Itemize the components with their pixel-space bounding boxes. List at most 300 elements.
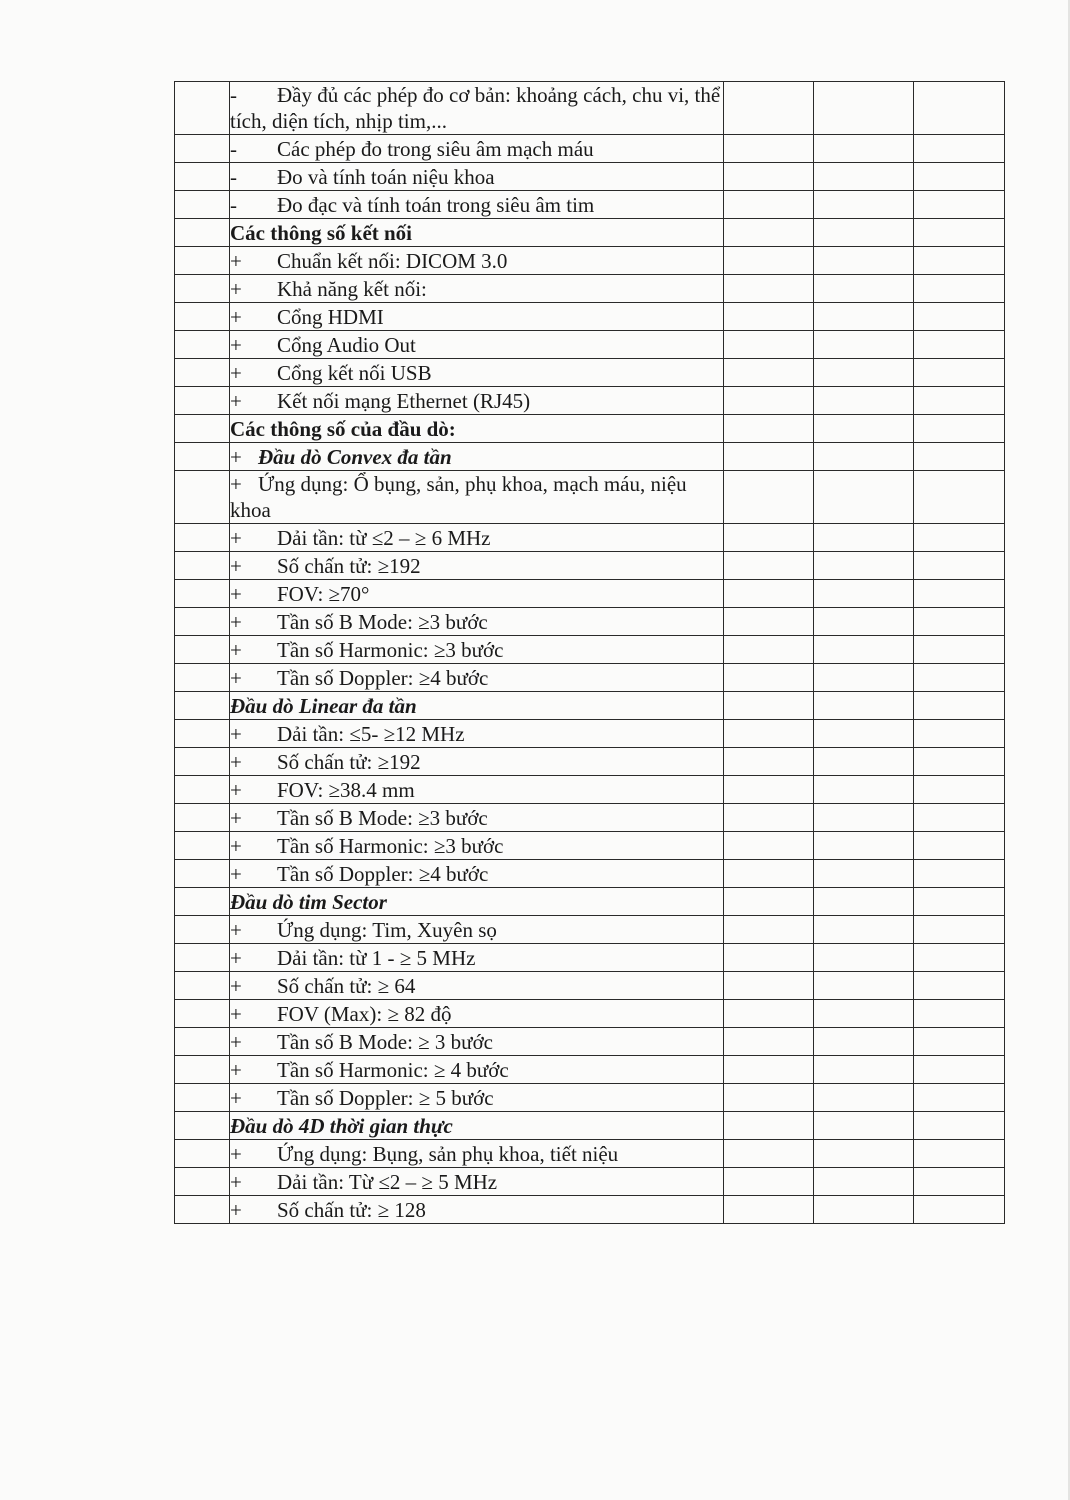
compliance-cell: [814, 860, 914, 888]
response-cell: [724, 1112, 814, 1140]
table-row: [175, 1168, 1005, 1196]
plus-bullet: +: [230, 665, 242, 690]
plus-bullet: +: [230, 777, 242, 802]
response-cell: [724, 860, 814, 888]
spec-content-cell: [230, 664, 724, 692]
spec-item-text: FOV (Max): ≥ 82 độ: [277, 1001, 452, 1026]
response-cell: [724, 135, 814, 163]
note-cell: [914, 1028, 1005, 1056]
response-cell: [724, 303, 814, 331]
response-cell: [724, 944, 814, 972]
spec-item-text: Đo đạc và tính toán trong siêu âm tim: [277, 192, 595, 217]
compliance-cell: [814, 720, 914, 748]
spec-content-cell: [230, 608, 724, 636]
spec-item-text: Tần số B Mode: ≥3 bước: [277, 805, 488, 830]
spec-content-cell: [230, 1112, 724, 1140]
spec-content-cell: [230, 720, 724, 748]
table-row: [175, 552, 1005, 580]
table-row: [175, 1000, 1005, 1028]
stt-cell: [175, 275, 230, 303]
note-cell: [914, 888, 1005, 916]
spec-item-text: Đầy đủ các phép đo cơ bản: khoảng cách, chu vi, thể tích, diện tích, nhịp tim,...: [230, 83, 721, 133]
stt-cell: [175, 331, 230, 359]
spec-content-cell: [230, 191, 724, 219]
plus-bullet: +: [230, 553, 242, 578]
compliance-cell: [814, 82, 914, 135]
note-cell: [914, 387, 1005, 415]
section-heading: Các thông số kết nối: [230, 220, 413, 245]
spec-content-cell: [230, 247, 724, 275]
table-row: [175, 247, 1005, 275]
spec-content-cell: [230, 580, 724, 608]
note-cell: [914, 82, 1005, 135]
plus-bullet: +: [230, 1197, 242, 1222]
stt-cell: [175, 219, 230, 247]
spec-item-text: Khả năng kết nối:: [277, 276, 427, 301]
plus-bullet: +: [230, 304, 242, 329]
spec-content-cell: [230, 748, 724, 776]
table-row: [175, 331, 1005, 359]
probe-subheading: Đầu dò Linear đa tần: [230, 693, 417, 718]
spec-content-cell: [230, 692, 724, 720]
spec-content-cell: [230, 860, 724, 888]
probe-subheading: Đầu dò Convex đa tần: [258, 444, 452, 469]
stt-cell: [175, 1000, 230, 1028]
spec-content-cell: [230, 219, 724, 247]
spec-content-cell: [230, 552, 724, 580]
stt-cell: [175, 415, 230, 443]
spec-item-text: Tần số B Mode: ≥3 bước: [277, 609, 488, 634]
compliance-cell: [814, 1000, 914, 1028]
spec-content-cell: [230, 776, 724, 804]
response-cell: [724, 471, 814, 524]
table-row: [175, 1084, 1005, 1112]
note-cell: [914, 776, 1005, 804]
table-row: [175, 608, 1005, 636]
table-row: [175, 163, 1005, 191]
response-cell: [724, 972, 814, 1000]
stt-cell: [175, 720, 230, 748]
plus-bullet: +: [230, 973, 242, 998]
response-cell: [724, 331, 814, 359]
response-cell: [724, 804, 814, 832]
response-cell: [724, 776, 814, 804]
spec-item-text: Cổng HDMI: [277, 304, 384, 329]
spec-item-text: Cổng kết nối USB: [277, 360, 432, 385]
plus-bullet: +: [230, 805, 242, 830]
note-cell: [914, 135, 1005, 163]
spec-item-text: Số chấn tử: ≥192: [277, 553, 421, 578]
compliance-cell: [814, 748, 914, 776]
spec-item-text: FOV: ≥38.4 mm: [277, 777, 415, 802]
note-cell: [914, 916, 1005, 944]
spec-content-cell: [230, 1084, 724, 1112]
response-cell: [724, 247, 814, 275]
table-row: [175, 860, 1005, 888]
stt-cell: [175, 916, 230, 944]
response-cell: [724, 1196, 814, 1224]
spec-item-text: Dải tần: từ ≤2 – ≥ 6 MHz: [277, 525, 491, 550]
note-cell: [914, 1112, 1005, 1140]
compliance-cell: [814, 303, 914, 331]
compliance-cell: [814, 443, 914, 471]
spec-content-cell: [230, 303, 724, 331]
note-cell: [914, 191, 1005, 219]
plus-bullet: +: [230, 1141, 242, 1166]
response-cell: [724, 219, 814, 247]
stt-cell: [175, 636, 230, 664]
compliance-cell: [814, 888, 914, 916]
spec-content-cell: [230, 1168, 724, 1196]
plus-bullet: +: [230, 444, 242, 469]
compliance-cell: [814, 832, 914, 860]
note-cell: [914, 972, 1005, 1000]
spec-content-cell: [230, 387, 724, 415]
response-cell: [724, 82, 814, 135]
compliance-cell: [814, 275, 914, 303]
table-row: [175, 524, 1005, 552]
dash-bullet: -: [230, 83, 237, 107]
stt-cell: [175, 1140, 230, 1168]
compliance-cell: [814, 191, 914, 219]
note-cell: [914, 804, 1005, 832]
plus-bullet: +: [230, 917, 242, 942]
plus-bullet: +: [230, 637, 242, 662]
table-row: [175, 82, 1005, 135]
spec-item-text: Các phép đo trong siêu âm mạch máu: [277, 136, 594, 161]
note-cell: [914, 524, 1005, 552]
note-cell: [914, 552, 1005, 580]
response-cell: [724, 1168, 814, 1196]
table-row: [175, 191, 1005, 219]
spec-content-cell: [230, 163, 724, 191]
compliance-cell: [814, 944, 914, 972]
plus-bullet: +: [230, 721, 242, 746]
table-row: [175, 135, 1005, 163]
spec-item-text: Số chấn tử: ≥192: [277, 749, 421, 774]
compliance-cell: [814, 552, 914, 580]
compliance-cell: [814, 1112, 914, 1140]
table-row: [175, 1056, 1005, 1084]
plus-bullet: +: [230, 388, 242, 413]
note-cell: [914, 415, 1005, 443]
plus-bullet: +: [230, 581, 242, 606]
table-row: [175, 944, 1005, 972]
response-cell: [724, 916, 814, 944]
probe-subheading: Đầu dò 4D thời gian thực: [230, 1113, 453, 1138]
spec-content-cell: [230, 636, 724, 664]
table-row: [175, 219, 1005, 247]
spec-item-text: Chuẩn kết nối: DICOM 3.0: [277, 248, 508, 273]
spec-content-cell: [230, 331, 724, 359]
note-cell: [914, 247, 1005, 275]
stt-cell: [175, 776, 230, 804]
dash-bullet: -: [230, 192, 237, 217]
stt-cell: [175, 664, 230, 692]
table-row: [175, 832, 1005, 860]
compliance-cell: [814, 916, 914, 944]
stt-cell: [175, 471, 230, 524]
stt-cell: [175, 524, 230, 552]
note-cell: [914, 608, 1005, 636]
note-cell: [914, 1084, 1005, 1112]
table-row: [175, 664, 1005, 692]
response-cell: [724, 888, 814, 916]
spec-item-text: Tần số Doppler: ≥ 5 bước: [277, 1085, 494, 1110]
spec-item-text: FOV: ≥70°: [277, 581, 370, 606]
spec-item-text: Ứng dụng: Ổ bụng, sản, phụ khoa, mạch máu, niệu khoa: [230, 472, 687, 522]
spec-item-text: Tần số Harmonic: ≥3 bước: [277, 637, 504, 662]
note-cell: [914, 331, 1005, 359]
spec-content-cell: [230, 916, 724, 944]
spec-item-text: Cổng Audio Out: [277, 332, 416, 357]
compliance-cell: [814, 776, 914, 804]
compliance-cell: [814, 135, 914, 163]
plus-bullet: +: [230, 1029, 242, 1054]
note-cell: [914, 275, 1005, 303]
note-cell: [914, 1140, 1005, 1168]
compliance-cell: [814, 804, 914, 832]
table-row: [175, 415, 1005, 443]
plus-bullet: +: [230, 1057, 242, 1082]
specification-table-body: [175, 82, 1005, 1224]
response-cell: [724, 524, 814, 552]
spec-item-text: Dải tần: ≤5- ≥12 MHz: [277, 721, 465, 746]
note-cell: [914, 359, 1005, 387]
spec-content-cell: [230, 1028, 724, 1056]
response-cell: [724, 1028, 814, 1056]
note-cell: [914, 748, 1005, 776]
table-row: [175, 972, 1005, 1000]
spec-content-cell: [230, 1000, 724, 1028]
spec-item-text: Ứng dụng: Tim, Xuyên sọ: [277, 917, 497, 942]
stt-cell: [175, 387, 230, 415]
compliance-cell: [814, 1140, 914, 1168]
response-cell: [724, 664, 814, 692]
plus-bullet: +: [230, 248, 242, 273]
specification-table: [174, 81, 1005, 1224]
plus-bullet: +: [230, 861, 242, 886]
stt-cell: [175, 1028, 230, 1056]
compliance-cell: [814, 1028, 914, 1056]
spec-content-cell: [230, 443, 724, 471]
stt-cell: [175, 191, 230, 219]
plus-bullet: +: [230, 332, 242, 357]
spec-item-text: Số chấn tử: ≥ 64: [277, 973, 416, 998]
note-cell: [914, 636, 1005, 664]
compliance-cell: [814, 359, 914, 387]
table-row: [175, 748, 1005, 776]
table-row: [175, 443, 1005, 471]
table-row: [175, 720, 1005, 748]
response-cell: [724, 580, 814, 608]
table-row: [175, 1140, 1005, 1168]
note-cell: [914, 692, 1005, 720]
spec-content-cell: [230, 804, 724, 832]
section-heading: Các thông số của đầu dò:: [230, 416, 456, 441]
table-row: [175, 804, 1005, 832]
response-cell: [724, 1056, 814, 1084]
stt-cell: [175, 832, 230, 860]
stt-cell: [175, 944, 230, 972]
stt-cell: [175, 552, 230, 580]
spec-content-cell: [230, 135, 724, 163]
spec-item-text: Tần số Harmonic: ≥3 bước: [277, 833, 504, 858]
stt-cell: [175, 1196, 230, 1224]
plus-bullet: +: [230, 609, 242, 634]
stt-cell: [175, 1056, 230, 1084]
note-cell: [914, 664, 1005, 692]
stt-cell: [175, 972, 230, 1000]
compliance-cell: [814, 692, 914, 720]
compliance-cell: [814, 580, 914, 608]
table-row: [175, 275, 1005, 303]
stt-cell: [175, 1112, 230, 1140]
table-row: [175, 1196, 1005, 1224]
spec-item-text: Đo và tính toán niệu khoa: [277, 164, 495, 189]
plus-bullet: +: [230, 1169, 242, 1194]
spec-content-cell: [230, 832, 724, 860]
table-row: [175, 636, 1005, 664]
note-cell: [914, 1196, 1005, 1224]
response-cell: [724, 720, 814, 748]
compliance-cell: [814, 471, 914, 524]
response-cell: [724, 443, 814, 471]
compliance-cell: [814, 636, 914, 664]
stt-cell: [175, 443, 230, 471]
table-row: [175, 692, 1005, 720]
compliance-cell: [814, 972, 914, 1000]
stt-cell: [175, 82, 230, 135]
stt-cell: [175, 247, 230, 275]
response-cell: [724, 191, 814, 219]
spec-content-cell: [230, 944, 724, 972]
spec-item-text: Dải tần: từ 1 - ≥ 5 MHz: [277, 945, 476, 970]
spec-content-cell: [230, 471, 724, 524]
stt-cell: [175, 692, 230, 720]
compliance-cell: [814, 219, 914, 247]
plus-bullet: +: [230, 360, 242, 385]
compliance-cell: [814, 247, 914, 275]
response-cell: [724, 275, 814, 303]
plus-bullet: +: [230, 1085, 242, 1110]
probe-subheading: Đầu dò tim Sector: [230, 889, 387, 914]
spec-content-cell: [230, 359, 724, 387]
compliance-cell: [814, 664, 914, 692]
compliance-cell: [814, 415, 914, 443]
response-cell: [724, 387, 814, 415]
spec-item-text: Tần số B Mode: ≥ 3 bước: [277, 1029, 493, 1054]
note-cell: [914, 443, 1005, 471]
table-row: [175, 1028, 1005, 1056]
spec-content-cell: [230, 1196, 724, 1224]
compliance-cell: [814, 1168, 914, 1196]
dash-bullet: -: [230, 136, 237, 161]
spec-item-text: Dải tần: Từ ≤2 – ≥ 5 MHz: [277, 1169, 498, 1194]
spec-item-text: Kết nối mạng Ethernet (RJ45): [277, 388, 531, 413]
stt-cell: [175, 748, 230, 776]
note-cell: [914, 219, 1005, 247]
stt-cell: [175, 860, 230, 888]
spec-content-cell: [230, 524, 724, 552]
table-row: [175, 888, 1005, 916]
compliance-cell: [814, 608, 914, 636]
spec-item-text: Tần số Harmonic: ≥ 4 bước: [277, 1057, 509, 1082]
spec-content-cell: [230, 1140, 724, 1168]
note-cell: [914, 944, 1005, 972]
response-cell: [724, 636, 814, 664]
table-row: [175, 471, 1005, 524]
response-cell: [724, 415, 814, 443]
stt-cell: [175, 359, 230, 387]
note-cell: [914, 580, 1005, 608]
response-cell: [724, 552, 814, 580]
response-cell: [724, 748, 814, 776]
table-row: [175, 359, 1005, 387]
spec-content-cell: [230, 82, 724, 135]
spec-content-cell: [230, 415, 724, 443]
note-cell: [914, 1000, 1005, 1028]
spec-item-text: Tần số Doppler: ≥4 bước: [277, 665, 489, 690]
compliance-cell: [814, 331, 914, 359]
response-cell: [724, 1084, 814, 1112]
plus-bullet: +: [230, 833, 242, 858]
stt-cell: [175, 303, 230, 331]
response-cell: [724, 832, 814, 860]
compliance-cell: [814, 1196, 914, 1224]
spec-content-cell: [230, 1056, 724, 1084]
note-cell: [914, 471, 1005, 524]
response-cell: [724, 692, 814, 720]
table-row: [175, 387, 1005, 415]
spec-item-text: Ứng dụng: Bụng, sản phụ khoa, tiết niệu: [277, 1141, 619, 1166]
stt-cell: [175, 1084, 230, 1112]
response-cell: [724, 359, 814, 387]
stt-cell: [175, 804, 230, 832]
table-row: [175, 776, 1005, 804]
response-cell: [724, 163, 814, 191]
spec-content-cell: [230, 972, 724, 1000]
note-cell: [914, 1056, 1005, 1084]
note-cell: [914, 303, 1005, 331]
note-cell: [914, 860, 1005, 888]
compliance-cell: [814, 524, 914, 552]
response-cell: [724, 608, 814, 636]
table-row: [175, 303, 1005, 331]
note-cell: [914, 1168, 1005, 1196]
plus-bullet: +: [230, 1001, 242, 1026]
table-row: [175, 1112, 1005, 1140]
plus-bullet: +: [230, 472, 242, 496]
spec-content-cell: [230, 888, 724, 916]
stt-cell: [175, 1168, 230, 1196]
note-cell: [914, 720, 1005, 748]
compliance-cell: [814, 163, 914, 191]
response-cell: [724, 1140, 814, 1168]
spec-item-text: Số chấn tử: ≥ 128: [277, 1197, 426, 1222]
spec-content-cell: [230, 275, 724, 303]
plus-bullet: +: [230, 276, 242, 301]
compliance-cell: [814, 1056, 914, 1084]
note-cell: [914, 832, 1005, 860]
note-cell: [914, 163, 1005, 191]
plus-bullet: +: [230, 945, 242, 970]
plus-bullet: +: [230, 749, 242, 774]
stt-cell: [175, 163, 230, 191]
stt-cell: [175, 888, 230, 916]
table-row: [175, 916, 1005, 944]
compliance-cell: [814, 387, 914, 415]
